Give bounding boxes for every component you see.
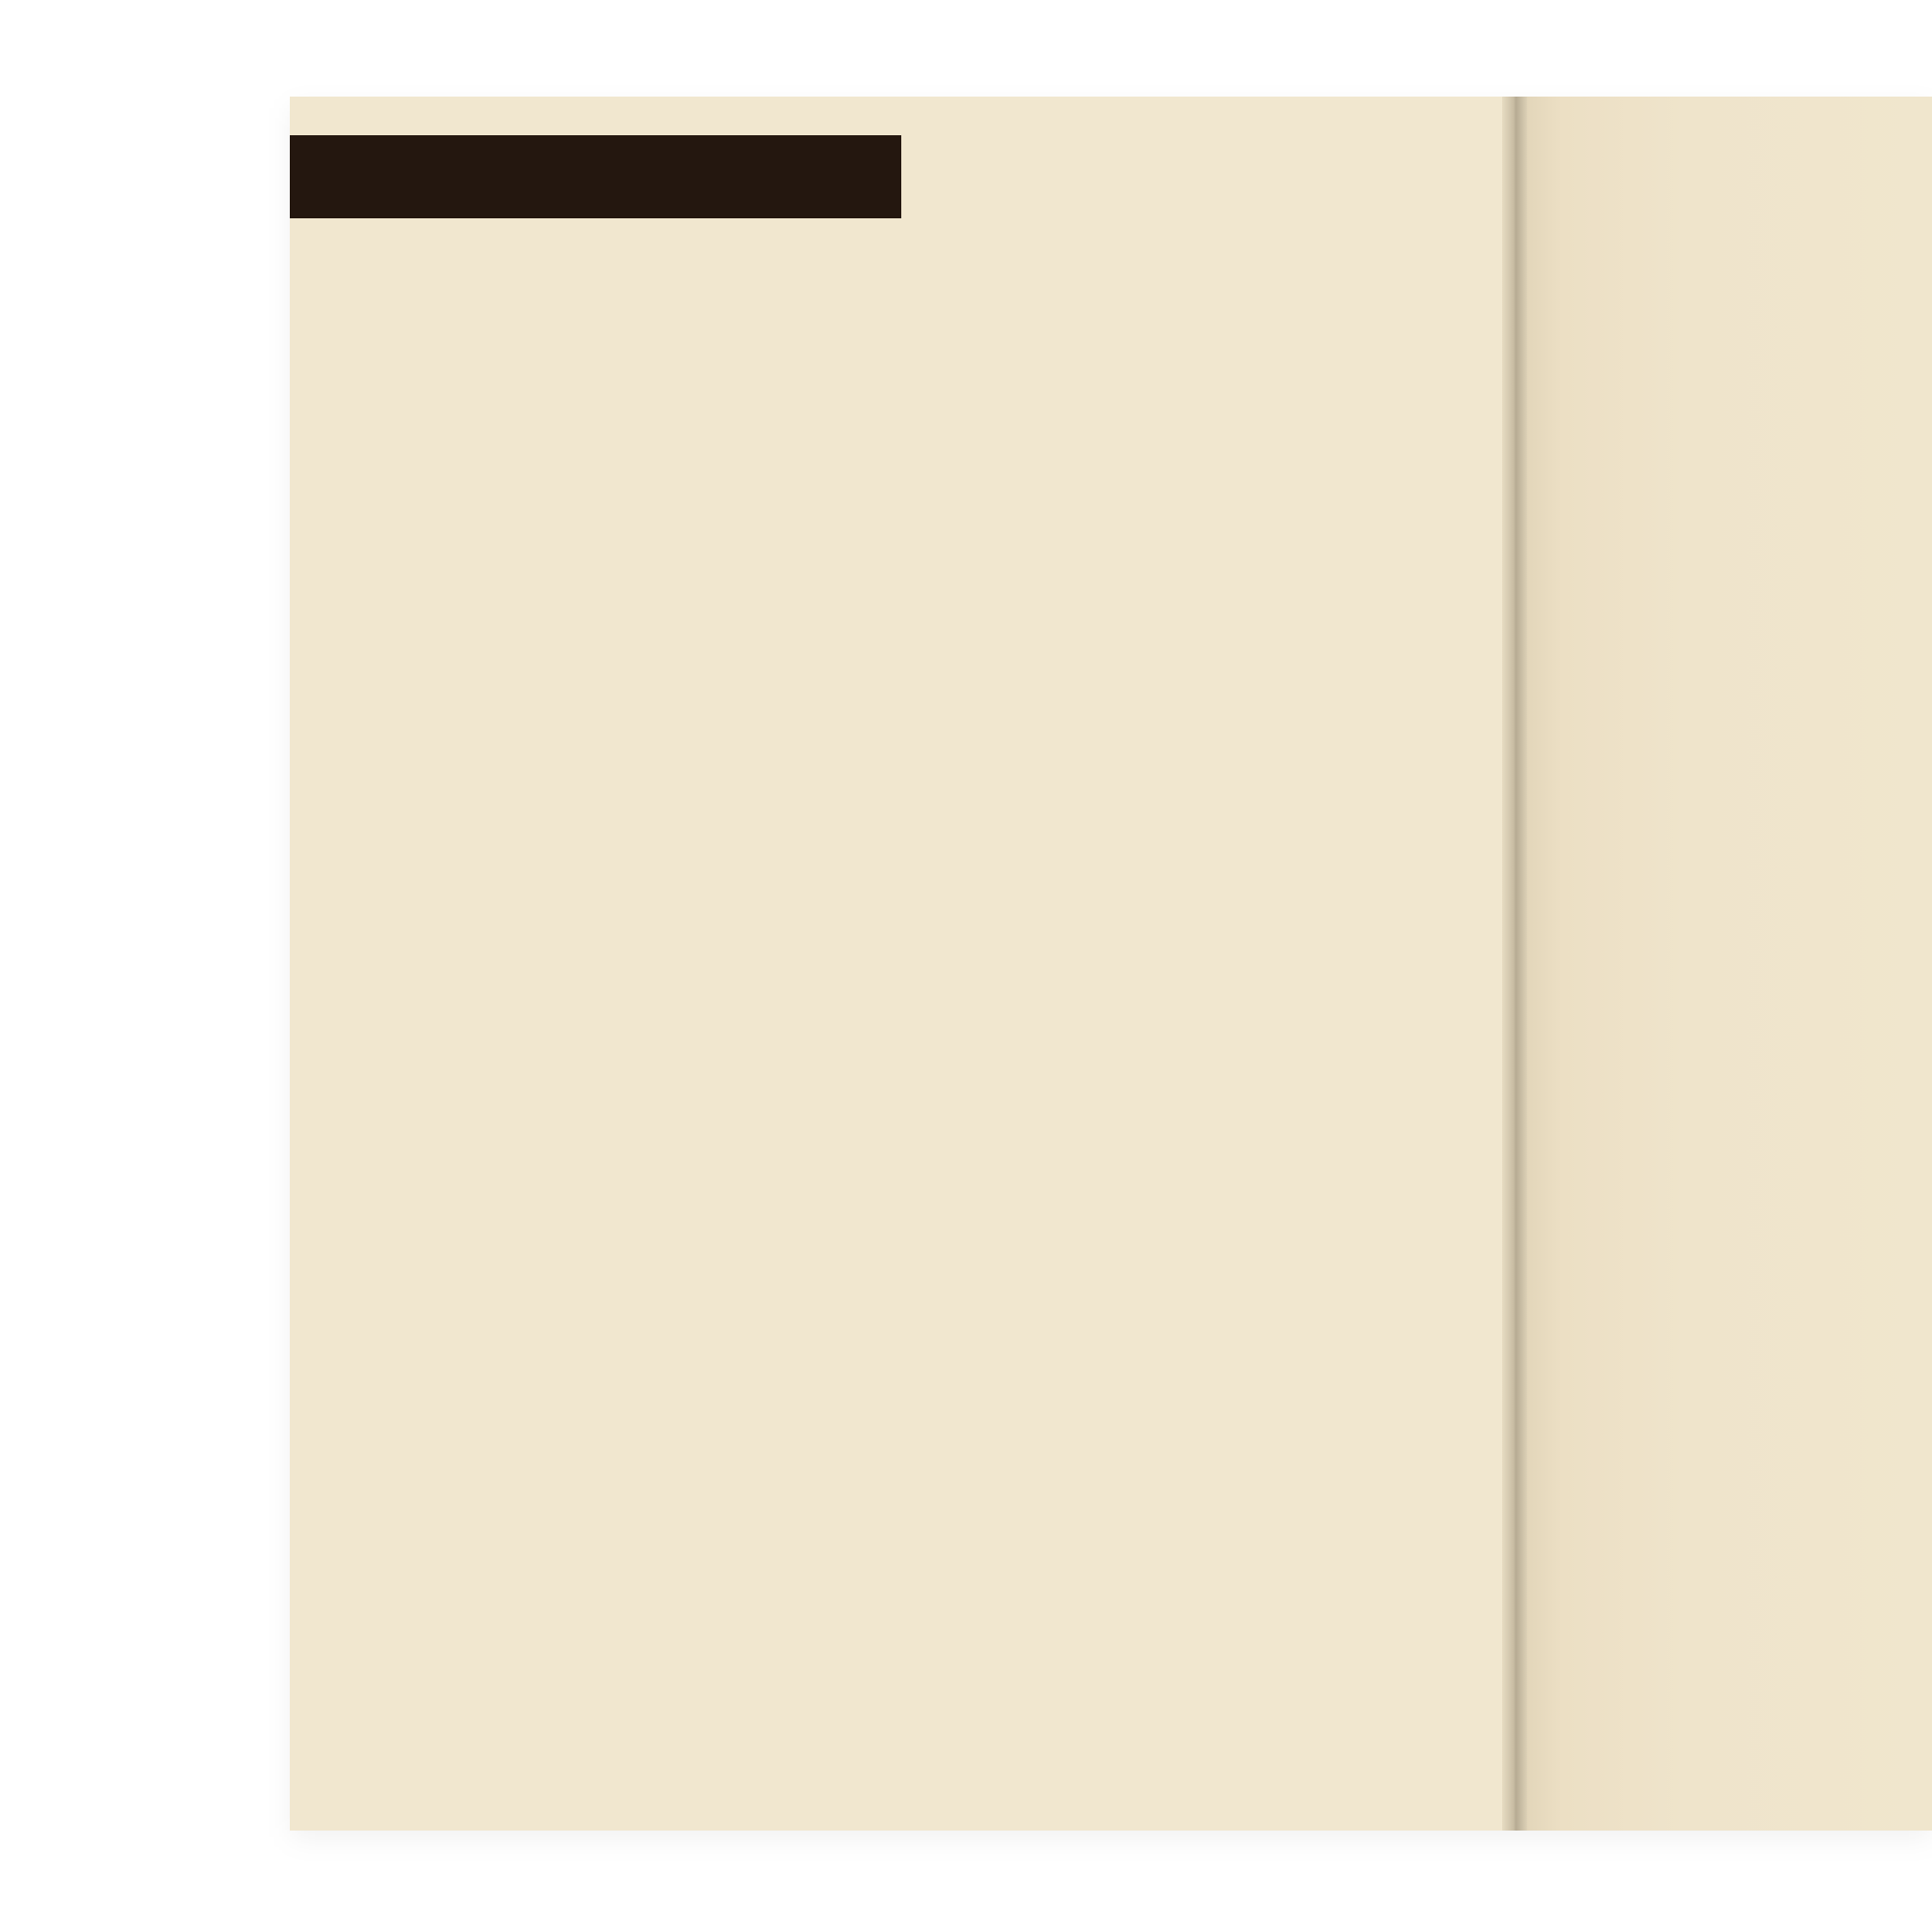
left-page: [290, 97, 1509, 1831]
right-page: [1520, 97, 1932, 1831]
title-bar: [290, 135, 901, 218]
spiral-binding: [1478, 106, 1555, 1826]
